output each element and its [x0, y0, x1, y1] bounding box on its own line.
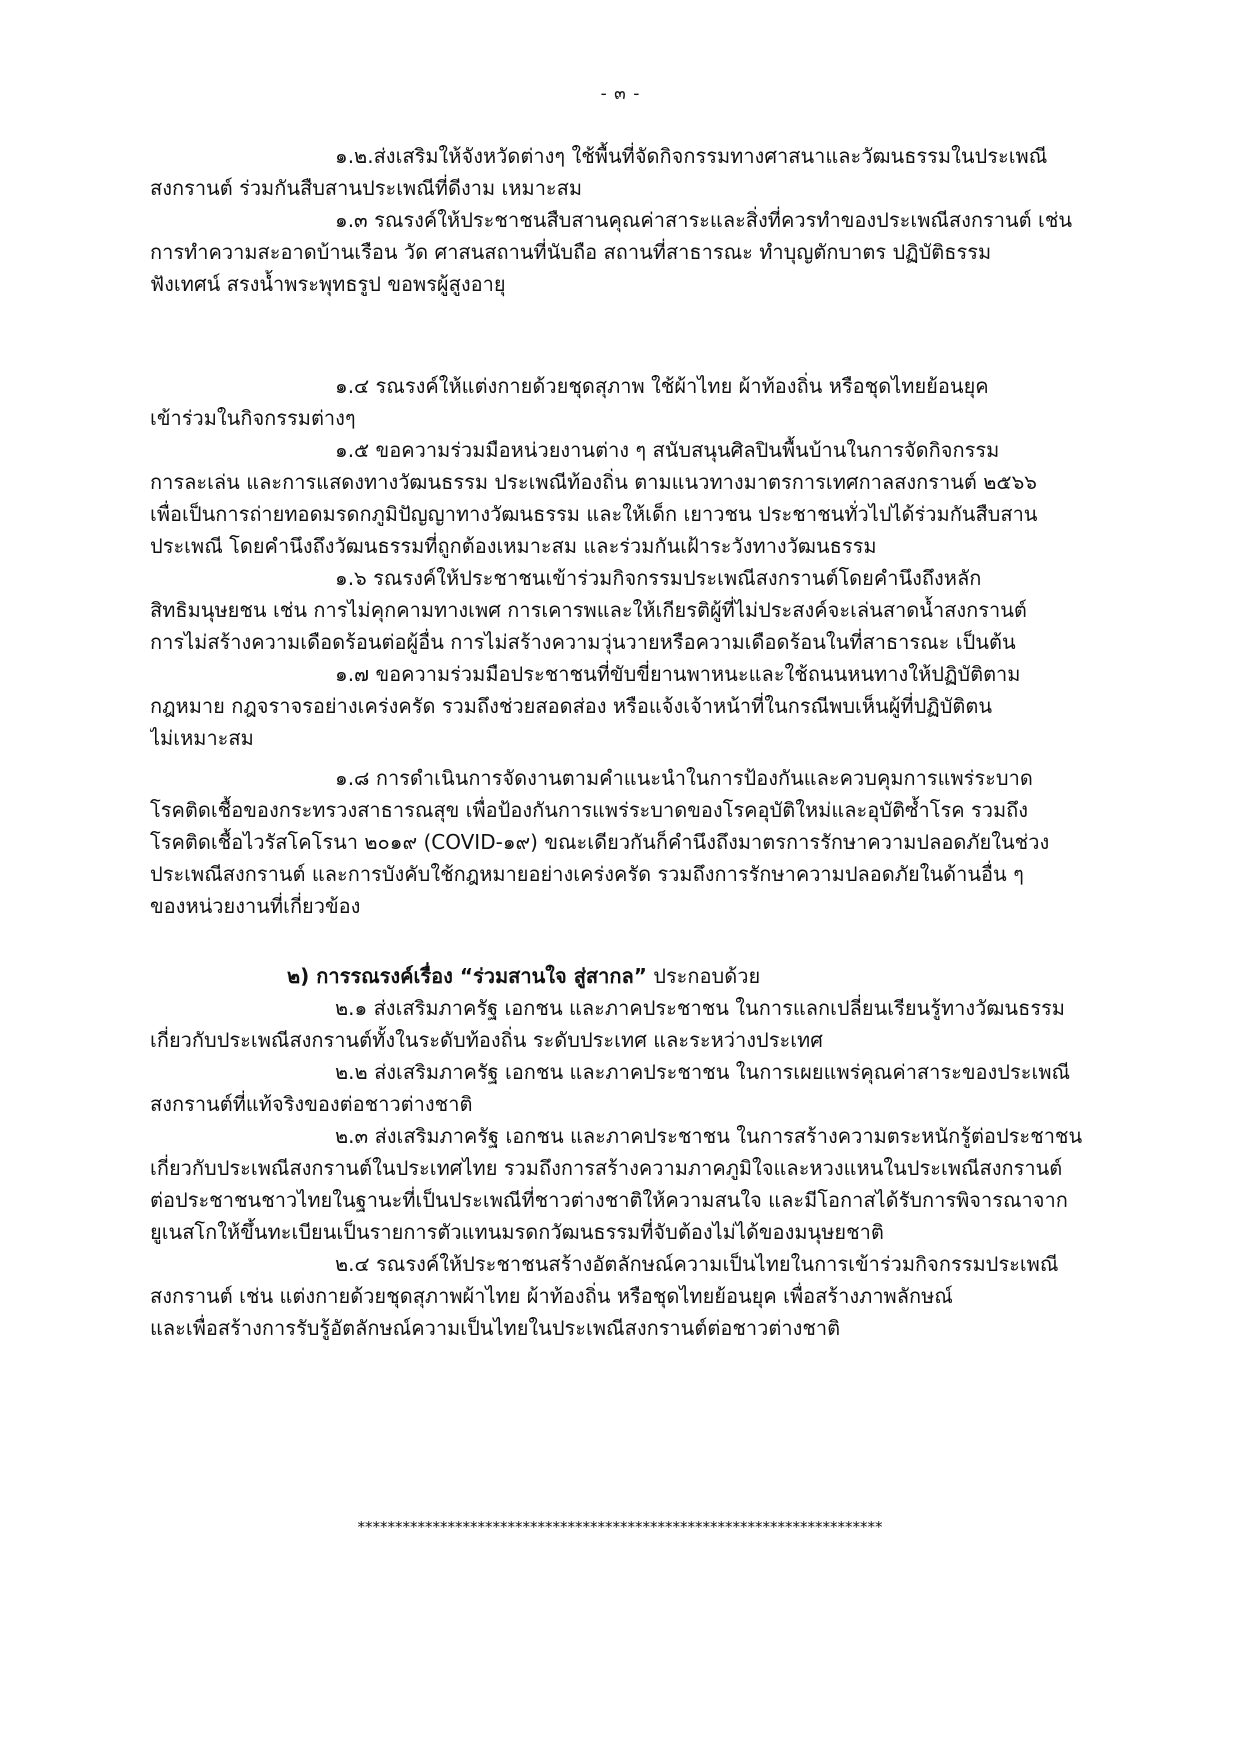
paragraph-1-8-line: โรคติดเชื้อของกระทรวงสาธารณสุข เพื่อป้องกันการแพร่ระบาดของโรคอุบัติใหม่และอุบัติซ้ำโรค รวมถึง	[150, 798, 1028, 822]
paragraph-2-2-line: ๒.๒ ส่งเสริมภาครัฐ เอกชน และภาคประชาชน ในการเผยแพร่คุณค่าสาระของประเพณี	[335, 1060, 1071, 1084]
paragraph-1-4-line: ๑.๔ รณรงค์ให้แต่งกายด้วยชุดสุภาพ ใช้ผ้าไทย ผ้าท้องถิ่น หรือชุดไทยย้อนยุค	[335, 374, 989, 398]
paragraph-1-5-line: ประเพณี โดยคำนึงถึงวัฒนธรรมที่ถูกต้องเหมาะสม และร่วมกันเฝ้าระวังทางวัฒนธรรม	[150, 534, 877, 558]
paragraph-2-4-line: ๒.๔ รณรงค์ให้ประชาชนสร้างอัตลักษณ์ความเป็นไทยในการเข้าร่วมกิจกรรมประเพณี	[335, 1252, 1059, 1276]
end-of-document-marker: **********************************************************************	[357, 1518, 883, 1536]
paragraph-2-3-line: ต่อประชาชนชาวไทยในฐานะที่เป็นประเพณีที่ชาวต่างชาติให้ความสนใจ และมีโอกาสได้รับการพิจารณาจาก	[150, 1188, 1068, 1212]
paragraph-2-1-line: ๒.๑ ส่งเสริมภาครัฐ เอกชน และภาคประชาชน ในการแลกเปลี่ยนเรียนรู้ทางวัฒนธรรม	[335, 996, 1065, 1020]
paragraph-1-7-line: กฎหมาย กฎจราจรอย่างเคร่งครัด รวมถึงช่วยสอดส่อง หรือแจ้งเจ้าหน้าที่ในกรณีพบเห็นผู้ที่ปฏิบัติตน	[150, 694, 993, 718]
paragraph-2-4-line: และเพื่อสร้างการรับรู้อัตลักษณ์ความเป็นไทยในประเพณีสงกรานต์ต่อชาวต่างชาติ	[150, 1316, 841, 1340]
paragraph-1-5-line: การละเล่น และการแสดงทางวัฒนธรรม ประเพณีท้องถิ่น ตามแนวทางมาตรการเทศกาลสงกรานต์ ๒๕๖๖	[150, 470, 1037, 494]
paragraph-1-6-line: ๑.๖ รณรงค์ให้ประชาชนเข้าร่วมกิจกรรมประเพณีสงกรานต์โดยคำนึงถึงหลัก	[335, 566, 982, 590]
paragraph-1-5-line: เพื่อเป็นการถ่ายทอดมรดกภูมิปัญญาทางวัฒนธรรม และให้เด็ก เยาวชน ประชาชนทั่วไปได้ร่วมกันสืบสาน	[150, 502, 1038, 526]
paragraph-1-7-line: ๑.๗ ขอความร่วมมือประชาชนที่ขับขี่ยานพาหนะและใช้ถนนหนทางให้ปฏิบัติตาม	[335, 662, 1021, 686]
paragraph-1-7-line: ไม่เหมาะสม	[150, 726, 254, 750]
paragraph-1-6-line: การไม่สร้างความเดือดร้อนต่อผู้อื่น การไม่สร้างความวุ่นวายหรือความเดือดร้อนในที่สาธารณะ เป็นต้น	[150, 630, 1016, 654]
paragraph-2-3-line: เกี่ยวกับประเพณีสงกรานต์ในประเทศไทย รวมถึงการสร้างความภาคภูมิใจและหวงแหนในประเพณีสงกรานต์	[150, 1156, 1063, 1180]
paragraph-2-3-line: ยูเนสโกให้ขึ้นทะเบียนเป็นรายการตัวแทนมรดกวัฒนธรรมที่จับต้องไม่ได้ของมนุษยชาติ	[150, 1220, 884, 1244]
paragraph-1-8-line: โรคติดเชื้อไวรัสโคโรนา ๒๐๑๙ (COVID-๑๙) ขณะเดียวกันก็คำนึงถึงมาตรการรักษาความปลอดภัยในช่วง	[150, 830, 1050, 854]
paragraph-1-8-line: ของหน่วยงานที่เกี่ยวข้อง	[150, 894, 361, 918]
paragraph-1-8-line: ประเพณีสงกรานต์ และการบังคับใช้กฎหมายอย่างเคร่งครัด รวมถึงการรักษาความปลอดภัยในด้านอื่น ๆ	[150, 862, 1024, 886]
paragraph-1-2-line: สงกรานต์ ร่วมกันสืบสานประเพณีที่ดีงาม เหมาะสม	[150, 176, 583, 200]
paragraph-2-4-line: สงกรานต์ เช่น แต่งกายด้วยชุดสุภาพผ้าไทย ผ้าท้องถิ่น หรือชุดไทยย้อนยุค เพื่อสร้างภาพลักษณ์	[150, 1284, 953, 1308]
paragraph-1-4-line: เข้าร่วมในกิจกรรมต่างๆ	[150, 406, 356, 430]
paragraph-1-8-line: ๑.๘ การดำเนินการจัดงานตามคำแนะนำในการป้องกันและควบคุมการแพร่ระบาด	[335, 766, 1033, 790]
paragraph-1-3-line: ๑.๓ รณรงค์ให้ประชาชนสืบสานคุณค่าสาระและสิ่งที่ควรทำของประเพณีสงกรานต์ เช่น	[335, 208, 1073, 232]
paragraph-1-2-line: ๑.๒.ส่งเสริมให้จังหวัดต่างๆ ใช้พื้นที่จัดกิจกรรมทางศาสนาและวัฒนธรรมในประเพณี	[335, 144, 1048, 168]
paragraph-1-5-line: ๑.๕ ขอความร่วมมือหน่วยงานต่าง ๆ สนับสนุนศิลปินพื้นบ้านในการจัดกิจกรรม	[335, 438, 1000, 462]
paragraph-1-6-line: สิทธิมนุษยชน เช่น การไม่คุกคามทางเพศ การเคารพและให้เกียรติผู้ที่ไม่ประสงค์จะเล่นสาดน้ำสงกรานต์	[150, 598, 1027, 622]
paragraph-2-2-line: สงกรานต์ที่แท้จริงของต่อชาวต่างชาติ	[150, 1092, 473, 1116]
section-2-heading-bold: ๒) การรณรงค์เรื่อง “ร่วมสานใจ สู่สากล”	[287, 964, 647, 988]
paragraph-2-3-line: ๒.๓ ส่งเสริมภาครัฐ เอกชน และภาคประชาชน ในการสร้างความตระหนักรู้ต่อประชาชน	[335, 1124, 1083, 1148]
page-number: - ๓ -	[600, 84, 641, 104]
paragraph-1-3-line: การทำความสะอาดบ้านเรือน วัด ศาสนสถานที่นับถือ สถานที่สาธารณะ ทำบุญตักบาตร ปฏิบัติธรรม	[150, 240, 992, 264]
paragraph-2-1-line: เกี่ยวกับประเพณีสงกรานต์ทั้งในระดับท้องถิ่น ระดับประเทศ และระหว่างประเทศ	[150, 1028, 823, 1052]
paragraph-1-3-line: ฟังเทศน์ สรงน้ำพระพุทธรูป ขอพรผู้สูงอายุ	[150, 272, 506, 296]
section-2-heading	[287, 962, 1090, 990]
section-2-heading-rest: ประกอบด้วย	[646, 964, 761, 988]
